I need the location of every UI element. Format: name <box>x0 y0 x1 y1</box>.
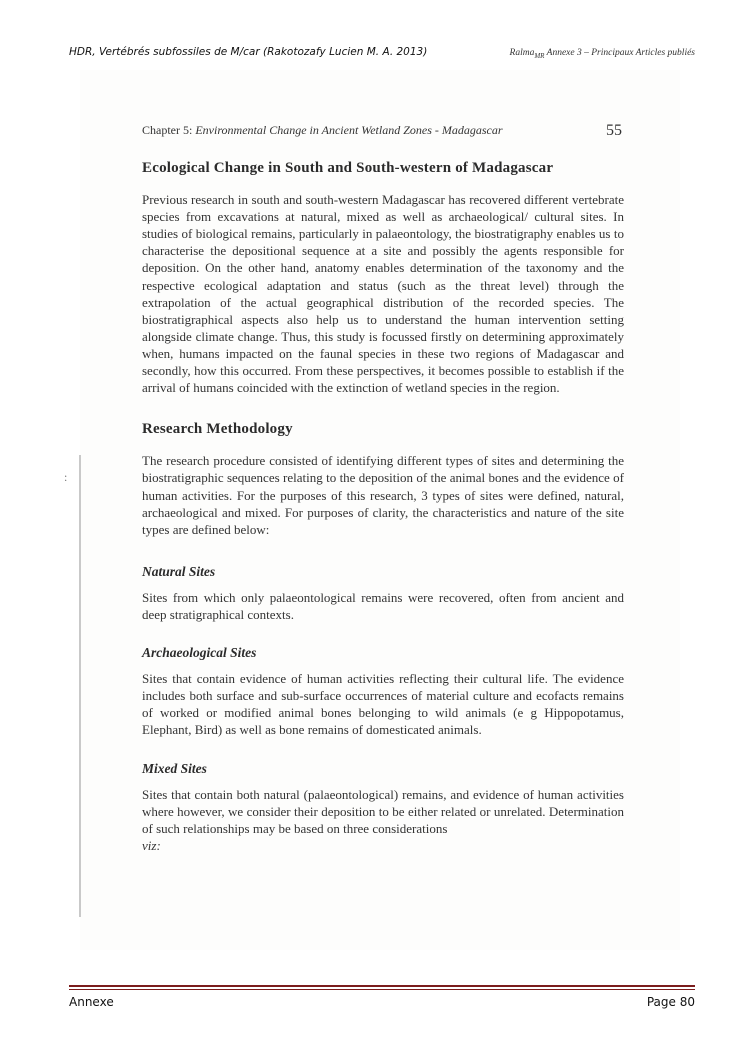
header-right-sub: MR <box>534 51 545 60</box>
paragraph-natural-sites: Sites from which only palaeontological remains were recovered, often from ancient and deep stratigraphical contexts. <box>142 589 624 622</box>
scan-mark: : <box>64 470 68 484</box>
footer-left: Annexe <box>69 995 114 1009</box>
section-heading-ecological-change: Ecological Change in South and South-western of Madagascar <box>142 160 554 176</box>
article-body <box>142 160 624 854</box>
paragraph-ecological-change: Previous research in south and south-western Madagascar has recovered different vertebrate species from excavations at natural, mixed as well as archaeological/ cultural sites. In studies of biological remains, particularly in palaeontology, the biostratigraphy enables us to characterise the depositional sequence at a site and possibly the agents responsible for deposition. On the other hand, anatomy enables determination of the taxonomy and the respective ecological adaptation and status (such as the threat level) through the extrapolation of the actual geographical distribution of the recorded species. The biostratigraphical aspects also help us to understand the human intervention setting alongside climate change. Thus, this study is focussed firstly on determining approximately when, humans impacted on the faunal species in these two regions of Madagascar and secondly, how this occurred. From these perspectives, it becomes possible to establish if the arrival of humans coincided with the extinction of wetland species in the region. <box>142 192 624 396</box>
subheading-natural-sites: Natural Sites <box>142 563 216 579</box>
header-left: HDR, Vertébrés subfossiles de M/car (Rakotozafy Lucien M. A. 2013) <box>69 46 428 58</box>
paragraph-archaeological-sites: Sites that contain evidence of human activities reflecting their cultural life. The evidence includes both surface and sub-surface occurrences of material culture and ecofacts remains of worked or modified animal bones belonging to wild animals (e g Hippopotamus, Elephant, Bird) as well as bone remains of domesticated animals. <box>142 671 624 738</box>
chapter-prefix: Chapter 5: <box>142 123 196 137</box>
subheading-mixed-sites: Mixed Sites <box>142 760 207 776</box>
footer-rule-top <box>69 985 695 987</box>
paragraph-methodology: The research procedure consisted of identifying different types of sites and determining the biostratigraphic sequences relating to the deposition of the animal bones and the evidence of human activities. For the purposes of this research, 3 types of sites were defined, natural, archaeological and mixed. For purposes of clarity, the characteristics and nature of the site types are defined below: <box>142 453 624 537</box>
header-right <box>510 48 695 60</box>
footer-rule-bottom <box>69 989 695 990</box>
header-right-rest: Annexe 3 – Principaux Articles publiés <box>544 48 695 58</box>
scan-page-number: 55 <box>606 122 622 139</box>
scan-edge <box>79 455 81 917</box>
section-heading-methodology: Research Methodology <box>142 421 293 438</box>
footer-page-number: Page 80 <box>646 995 695 1009</box>
header-right-main: Ralma <box>509 48 535 58</box>
paragraph-mixed-sites: Sites that contain both natural (palaeontological) remains, and evidence of human activities where however, we consider their deposition to be either related or unrelated. Determination of such relationships may be based on three considerations <box>142 786 624 836</box>
viz-label <box>142 837 624 854</box>
chapter-title <box>142 123 503 138</box>
subheading-archaeological-sites: Archaeological Sites <box>142 645 257 661</box>
viz-text: viz: <box>142 837 161 853</box>
chapter-name: Environmental Change in Ancient Wetland Zones - Madagascar <box>195 123 503 137</box>
